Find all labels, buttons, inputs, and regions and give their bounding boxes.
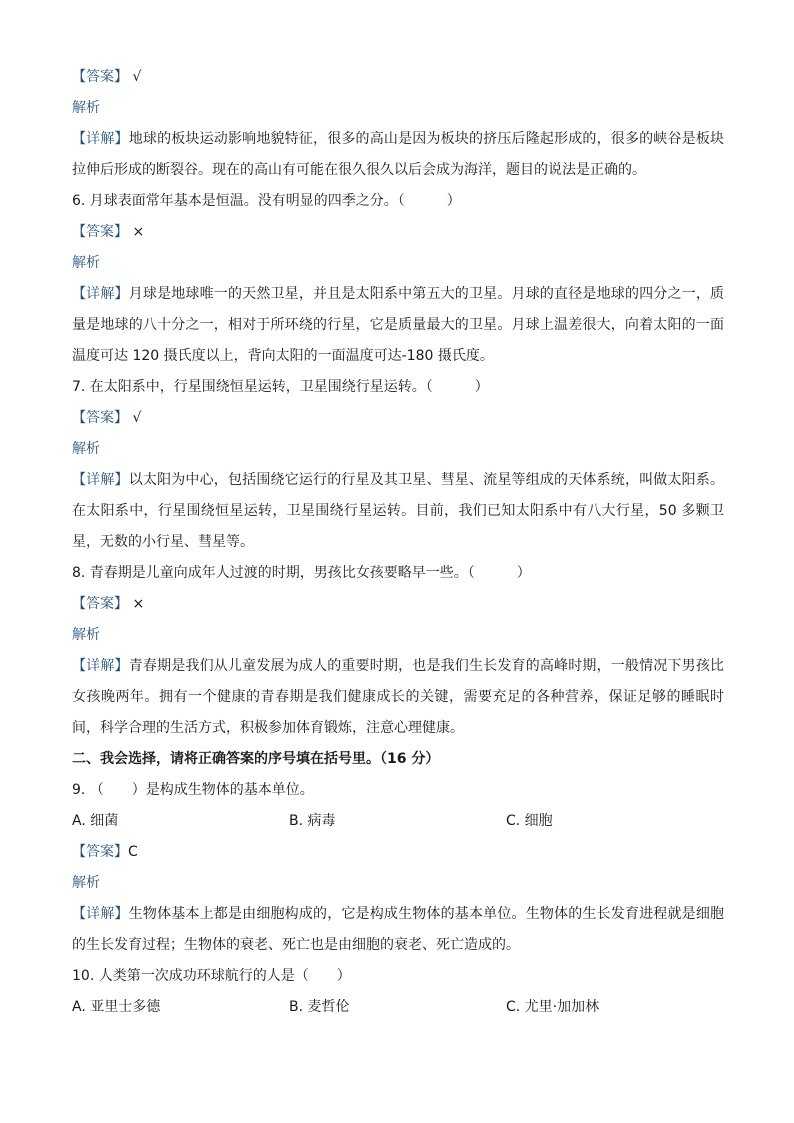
option-b: B. 病毒 [289, 813, 336, 829]
answer-value: √ [132, 410, 142, 426]
analysis-heading [72, 868, 724, 899]
analysis-tag: 解析 [72, 627, 100, 643]
analysis-tag: 解析 [72, 875, 100, 891]
detail-paragraph [72, 899, 724, 961]
detail-tag: 【详解】 [72, 472, 129, 488]
section-heading: 二、我会选择，请将正确答案的序号填在括号里。（16 分） [72, 751, 440, 767]
answer-tag: 【答案】 [72, 410, 128, 426]
answer-value: C [128, 844, 138, 860]
answer-value: √ [132, 69, 142, 85]
option-a: A. 细菌 [72, 813, 119, 829]
detail-text: 月球是地球唯一的天然卫星，并且是太阳系中第五大的卫星。月球的直径是地球的四分之一，质量是地球的八十分之一，相对于所环绕的行星，它是质量最大的卫星。月球上温差很大，向着太阳的一面温度可达 120 摄氏度以上，背向太阳的一面温度可达-180 摄氏度。 [72, 286, 725, 364]
answer-value: × [132, 596, 145, 612]
answer-tag: 【答案】 [72, 596, 128, 612]
detail-tag: 【详解】 [72, 131, 129, 147]
analysis-heading [72, 248, 724, 279]
options-row [72, 806, 724, 837]
analysis-heading [72, 93, 724, 124]
question-6: 6. 月球表面常年基本是恒温。没有明显的四季之分。（ ） [72, 193, 461, 209]
detail-paragraph [72, 465, 724, 558]
analysis-tag: 解析 [72, 255, 100, 271]
analysis-tag: 解析 [72, 441, 100, 457]
option-b: B. 麦哲伦 [289, 999, 350, 1015]
detail-tag: 【详解】 [72, 658, 129, 674]
detail-text: 以太阳为中心，包括围绕它运行的行星及其卫星、彗星、流星等组成的天体系统，叫做太阳系。在太阳系中，行星围绕恒星运转，卫星围绕行星运转。目前，我们已知太阳系中有八大行星，50 多颗卫星，无数的小行星、彗星等。 [72, 472, 725, 550]
analysis-heading [72, 620, 724, 651]
document-page [72, 62, 724, 1023]
analysis-tag: 解析 [72, 100, 100, 116]
options-row [72, 992, 724, 1023]
option-a: A. 亚里士多德 [72, 999, 161, 1015]
question-10: 10. 人类第一次成功环球航行的人是（ ） [72, 968, 351, 984]
detail-paragraph [72, 124, 724, 186]
analysis-heading [72, 434, 724, 465]
option-c: C. 尤里·加加林 [506, 999, 600, 1015]
answer-tag: 【答案】 [72, 69, 128, 85]
detail-paragraph [72, 651, 724, 744]
answer-tag: 【答案】 [72, 844, 128, 860]
answer-line [72, 62, 724, 93]
detail-paragraph [72, 279, 724, 372]
option-c: C. 细胞 [506, 813, 553, 829]
detail-tag: 【详解】 [72, 286, 129, 302]
question-7: 7. 在太阳系中，行星围绕恒星运转，卫星围绕行星运转。（ ） [72, 379, 489, 395]
answer-line [72, 403, 724, 434]
answer-line [72, 217, 724, 248]
answer-line [72, 589, 724, 620]
answer-value: × [132, 224, 145, 240]
question-9: 9. （ ）是构成生物体的基本单位。 [72, 782, 314, 798]
detail-text: 地球的板块运动影响地貌特征，很多的高山是因为板块的挤压后隆起形成的，很多的峡谷是板块拉伸后形成的断裂谷。现在的高山有可能在很久很久以后会成为海洋，题目的说法是正确的。 [72, 131, 725, 178]
detail-text: 生物体基本上都是由细胞构成的，它是构成生物体的基本单位。生物体的生长发育进程就是细胞的生长发育过程；生物体的衰老、死亡也是由细胞的衰老、死亡造成的。 [72, 906, 725, 953]
question-8: 8. 青春期是儿童向成年人过渡的时期，男孩比女孩要略早一些。（ ） [72, 565, 531, 581]
answer-tag: 【答案】 [72, 224, 128, 240]
detail-text: 青春期是我们从儿童发展为成人的重要时期，也是我们生长发育的高峰时期，一般情况下男孩比女孩晚两年。拥有一个健康的青春期是我们健康成长的关键，需要充足的各种营养，保证足够的睡眠时间，科学合理的生活方式，积极参加体育锻炼，注意心理健康。 [72, 658, 725, 736]
answer-line [72, 837, 724, 868]
detail-tag: 【详解】 [72, 906, 129, 922]
